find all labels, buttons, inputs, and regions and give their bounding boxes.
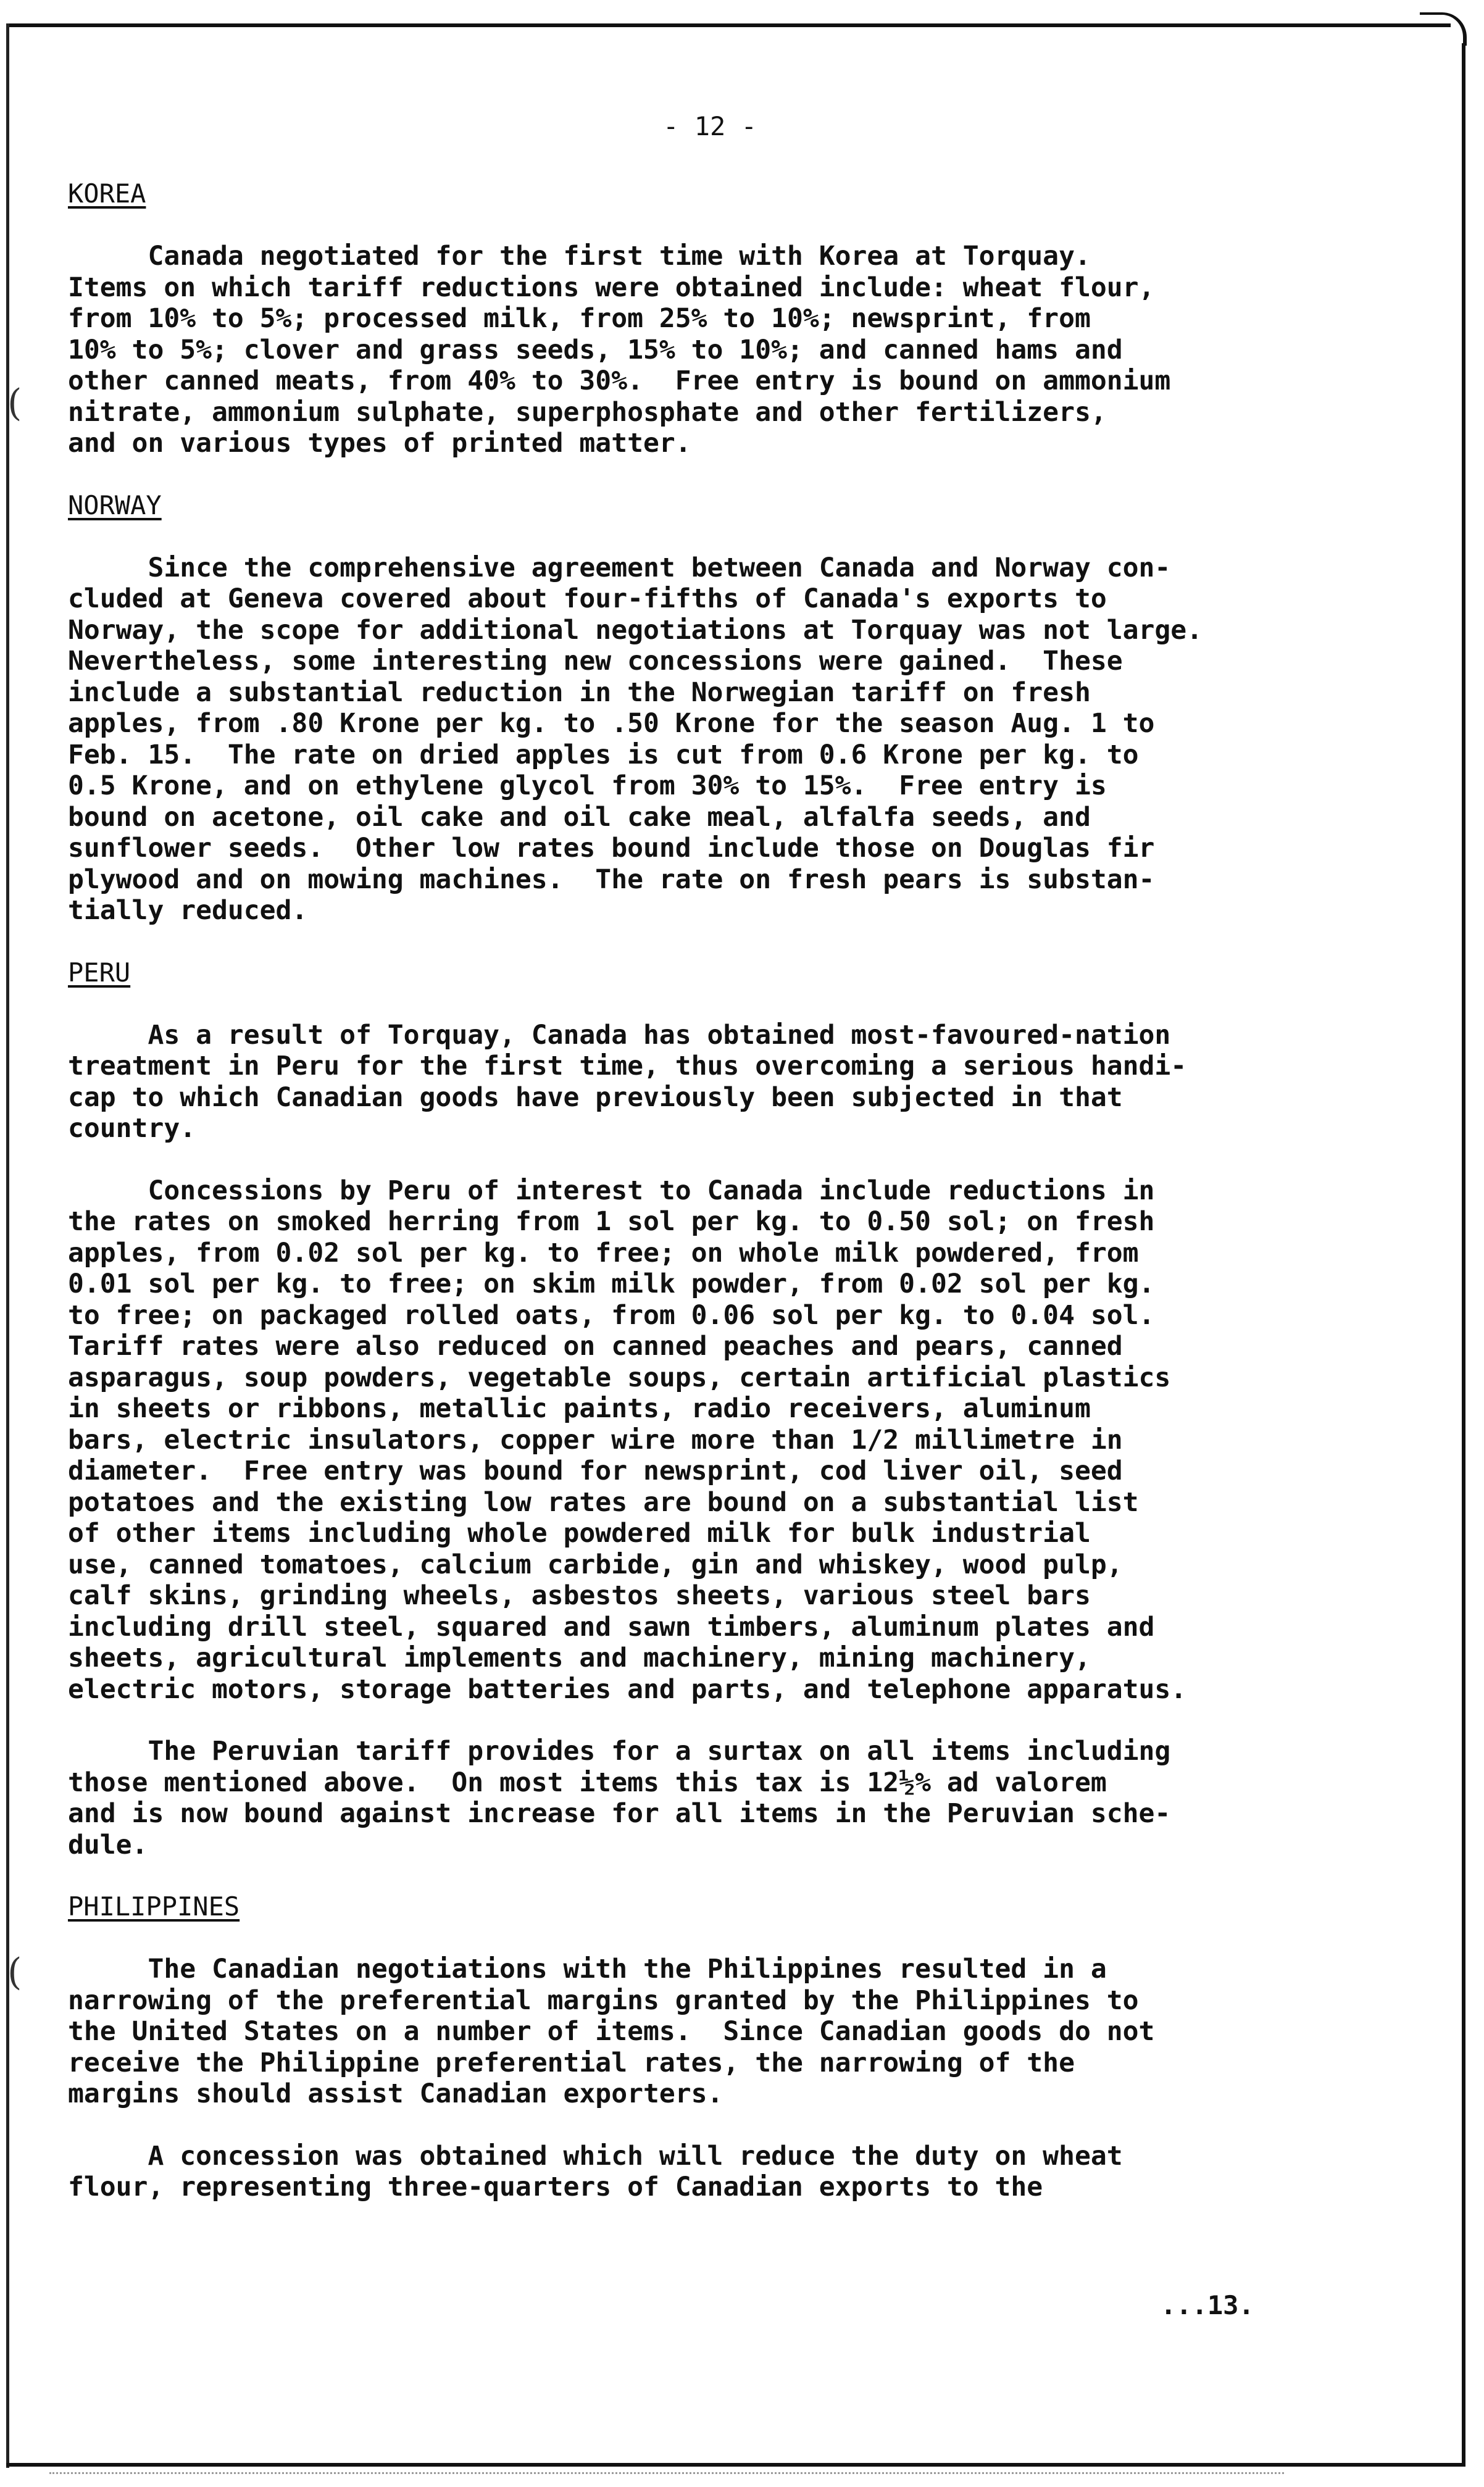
- paragraph: As a result of Torquay, Canada has obtained most-favoured-nation treatment in Peru for the first time, thus overcoming a serious handi- cap to which Canadian goods have previously been subjected in that country.: [68, 1019, 1187, 1144]
- margin-bracket-mark: (: [7, 1951, 22, 1994]
- section-heading: KOREA: [68, 178, 146, 209]
- paragraph: A concession was obtained which will reduce the duty on wheat flour, representing three-quarters of Canadian exports to the: [68, 2140, 1123, 2202]
- page-border-right: [1462, 43, 1465, 2463]
- continuation-marker: ...13.: [1161, 2290, 1254, 2320]
- page-number: - 12 -: [663, 111, 757, 141]
- section-heading: PHILIPPINES: [68, 1891, 240, 1922]
- section-norway: [68, 490, 1401, 927]
- page-border-corner: [1420, 12, 1467, 46]
- section-peru: [68, 957, 1401, 1861]
- document-page: [68, 111, 1401, 2234]
- paragraph: Since the comprehensive agreement between Canada and Norway con- cluded at Geneva covered about four-fifths of Canada's exports to Norway, the scope for additional negotiations at Torquay was not large. Nevertheless, some interesting new concessions were gained. These include a substantial reduction in the Norwegian tariff on fresh apples, from .80 Krone per kg. to .50 Krone for the season Aug. 1 to Feb. 15. The rate on dried apples is cut from 0.6 Krone per kg. to 0.5 Krone, and on ethylene glycol from 30% to 15%. Free entry is bound on acetone, oil cake and oil cake meal, alfalfa seeds, and sunflower seeds. Other low rates bound include those on Douglas fir plywood and on mowing machines. The rate on fresh pears is substan- tially reduced.: [68, 552, 1203, 926]
- paragraph: The Peruvian tariff provides for a surtax on all items including those mentioned above. On most items this tax is 12½% ad valorem and is now bound against increase for all items in the Peruvian sche- dule.: [68, 1736, 1171, 1860]
- section-korea: [68, 178, 1401, 459]
- page-border-top: [6, 23, 1451, 27]
- scan-artifact: [49, 2472, 1284, 2478]
- paragraph: Canada negotiated for the first time with Korea at Torquay. Items on which tariff reductions were obtained include: wheat flour, from 10% to 5%; processed milk, from 25% to 10%; newsprint, from 10% to 5%; clover and grass seeds, 15% to 10%; and canned hams and other canned meats, from 40% to 30%. Free entry is bound on ammonium nitrate, ammonium sulphate, superphosphate and other fertilizers, and on various types of printed matter.: [68, 241, 1171, 459]
- paragraph: The Canadian negotiations with the Philippines resulted in a narrowing of the preferential margins granted by the Philippines to the United States on a number of items. Since Canadian goods do not receive the Philippine preferential rates, the narrowing of the margins should assist Canadian exporters.: [68, 1954, 1155, 2109]
- margin-bracket-mark: (: [7, 381, 22, 425]
- page-border-bottom: [6, 2463, 1465, 2467]
- paragraph: Concessions by Peru of interest to Canada include reductions in the rates on smoked herring from 1 sol per kg. to 0.50 sol; on fresh apples, from 0.02 sol per kg. to free; on whole milk powdered, from 0.01 sol per kg. to free; on skim milk powder, from 0.02 sol per kg. to free; on packaged rolled oats, from 0.06 sol per kg. to 0.04 sol. Tariff rates were also reduced on canned peaches and pears, canned asparagus, soup powders, vegetable soups, certain artificial plastics in sheets or ribbons, metallic paints, radio receivers, aluminum bars, electric insulators, copper wire more than 1/2 millimetre in diameter. Free entry was bound for newsprint, cod liver oil, seed potatoes and the existing low rates are bound on a substantial list of other items including whole powdered milk for bulk industrial use, canned tomatoes, calcium carbide, gin and whiskey, wood pulp, calf skins, grinding wheels, asbestos sheets, various steel bars including drill steel, squared and sawn timbers, aluminum plates and sheets, agricultural implements and machinery, mining machinery, electric motors, storage batteries and parts, and telephone apparatus.: [68, 1175, 1187, 1705]
- section-heading: NORWAY: [68, 489, 162, 520]
- section-philippines: [68, 1891, 1401, 2203]
- section-heading: PERU: [68, 957, 131, 988]
